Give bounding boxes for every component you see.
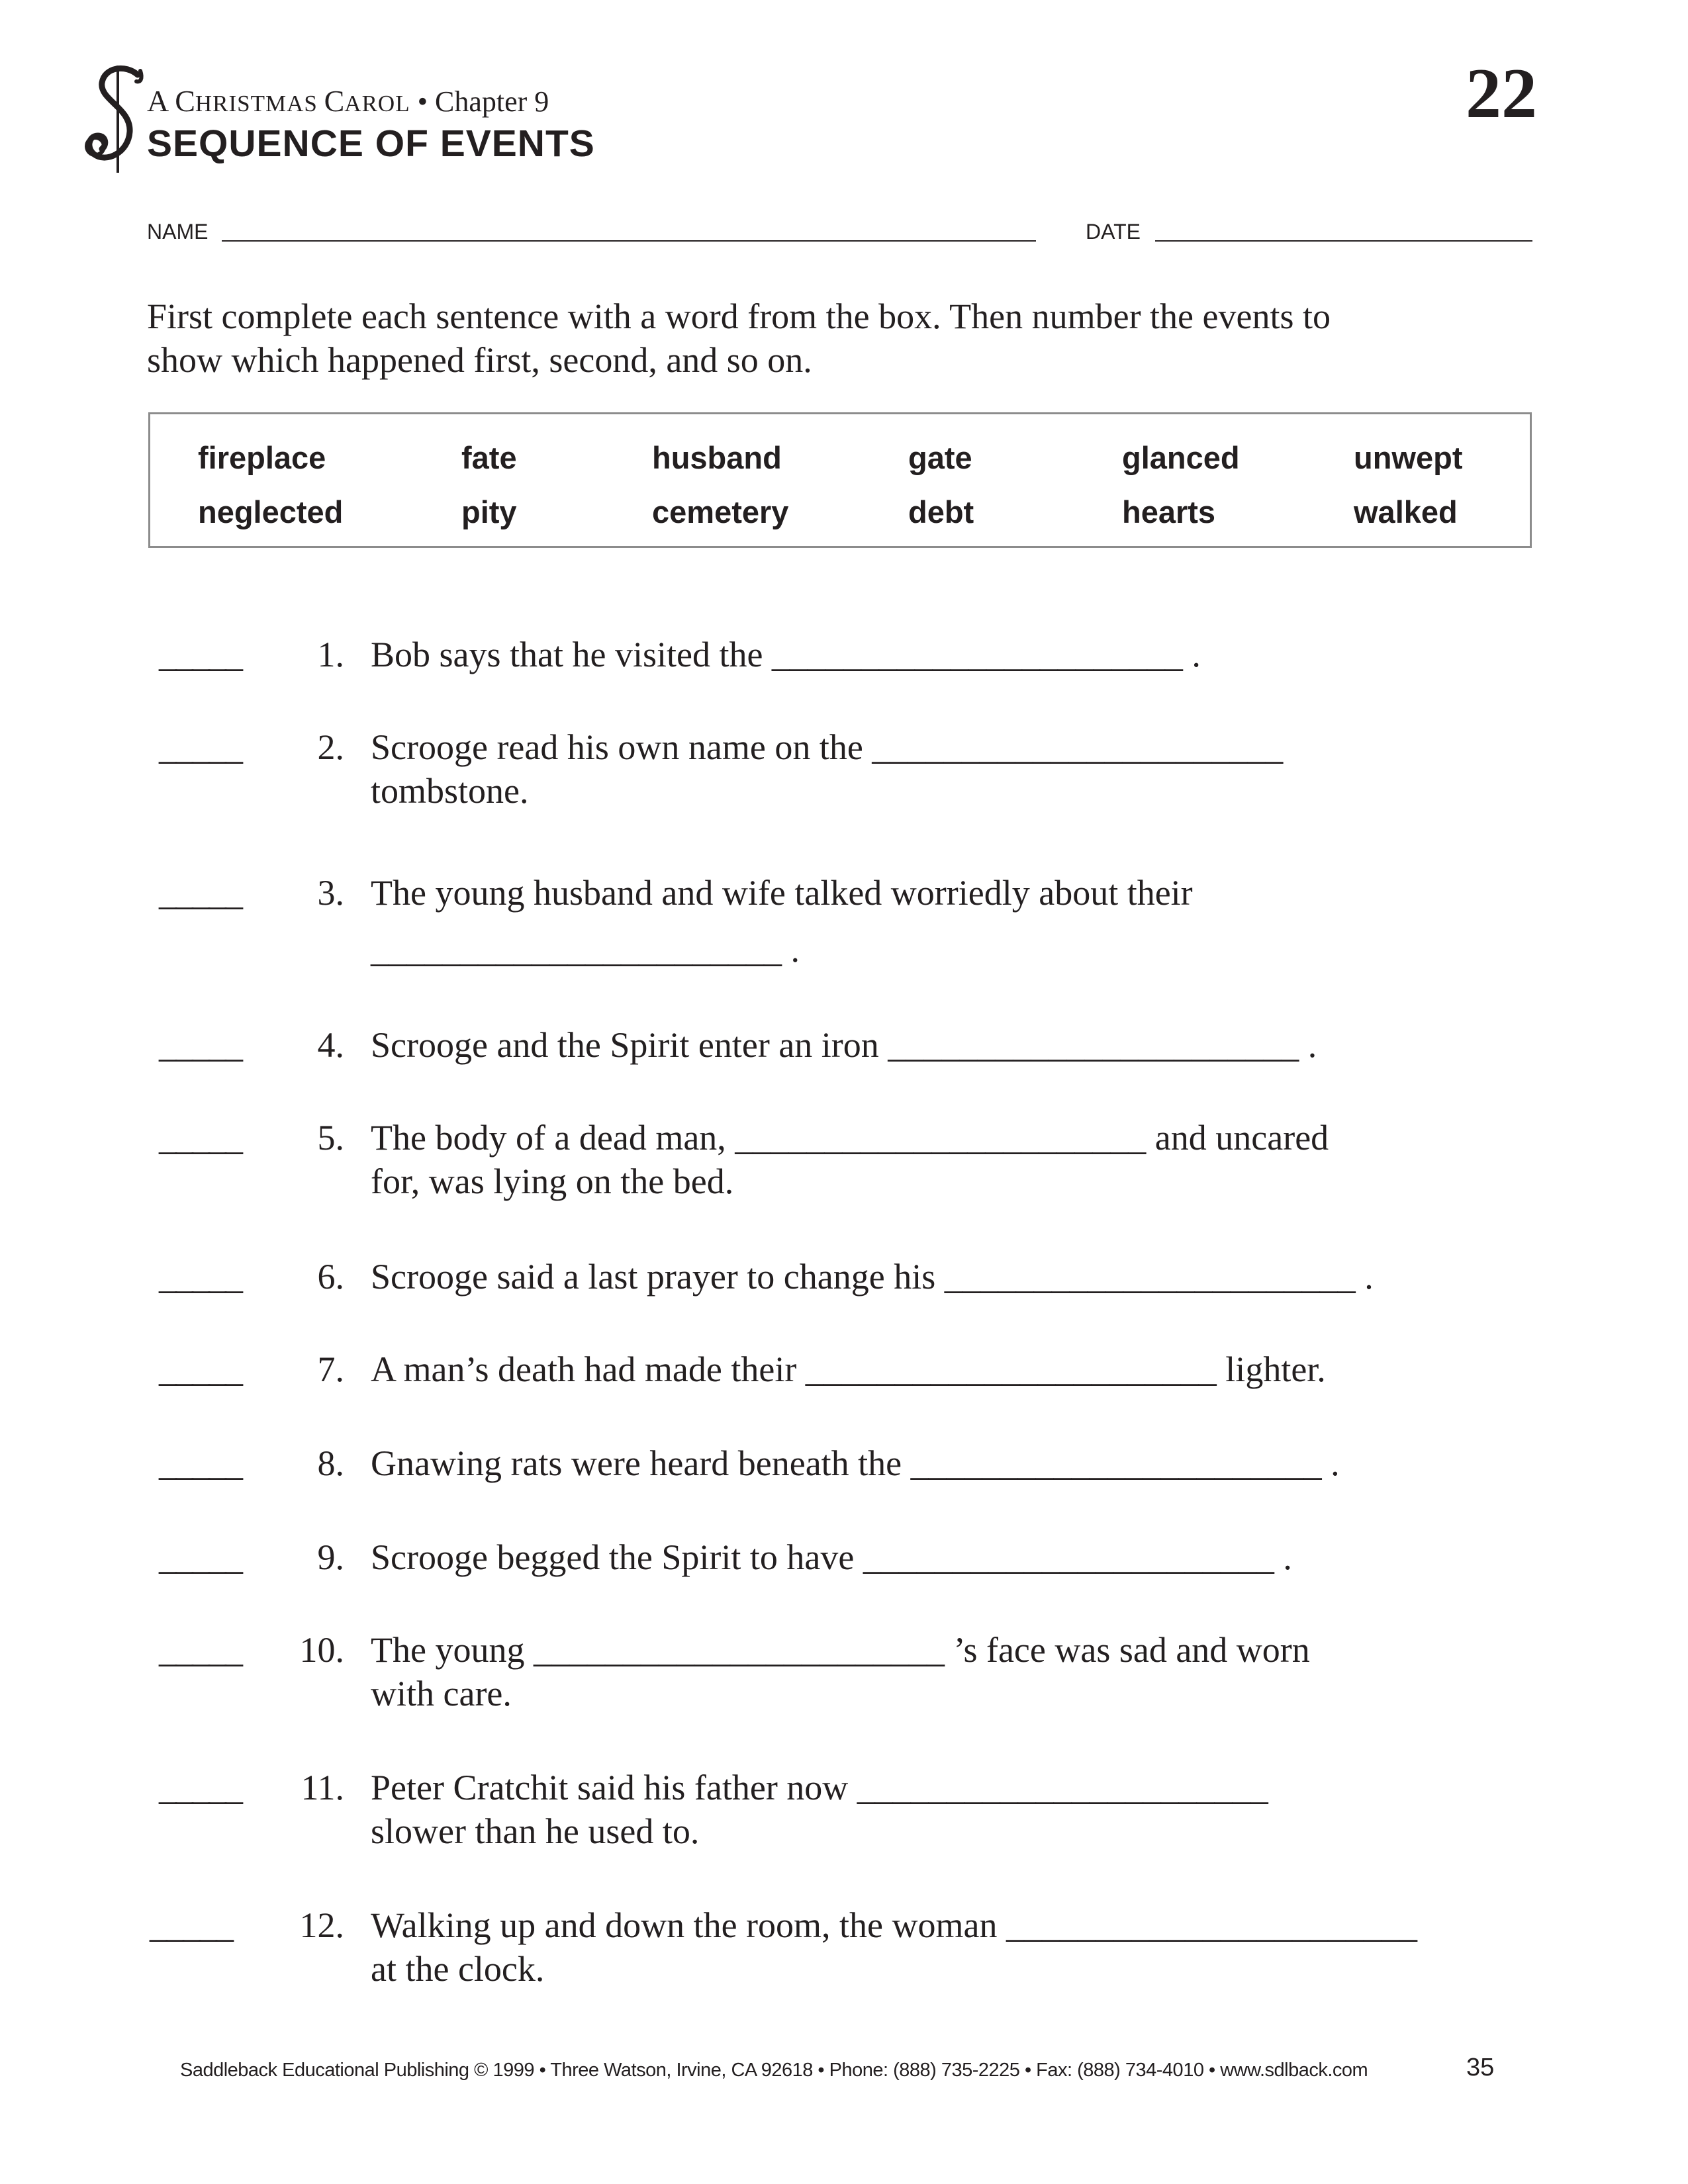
sequence-number-blank[interactable]: _____: [159, 873, 242, 913]
item-text: Scrooge said a last prayer to change his _______________________ .: [371, 1257, 1374, 1297]
sequence-number-blank[interactable]: _____: [159, 1025, 242, 1065]
item-text: The young husband and wife talked worriedly about their: [371, 873, 1193, 913]
item-text: Gnawing rats were heard beneath the _______________________ .: [371, 1443, 1340, 1483]
word-box: [148, 412, 1532, 548]
item-number: 12.: [299, 1905, 344, 1945]
sequence-number-blank[interactable]: _____: [159, 1768, 242, 1807]
item-number: 9.: [317, 1537, 344, 1577]
item-text: Bob says that he visited the _______________________ .: [371, 635, 1201, 674]
sequence-number-blank[interactable]: _____: [159, 1630, 242, 1670]
word-box-word: cemetery: [652, 494, 789, 529]
item-number: 1.: [317, 635, 344, 674]
word-box-word: glanced: [1122, 440, 1240, 475]
sequence-number-blank[interactable]: _____: [159, 727, 242, 767]
sequence-number-blank[interactable]: _____: [150, 1905, 232, 1945]
item-number: 2.: [317, 727, 344, 767]
publisher-footer: Saddleback Educational Publishing © 1999 • Three Watson, Irvine, CA 92618 • Phone: (888) 735-2225 • Fax: (888) 734-4010 • www.sdlback.com: [180, 2060, 1368, 2081]
word-box-word: gate: [908, 440, 972, 475]
name-label: NAME: [147, 220, 209, 244]
item-number: 8.: [317, 1443, 344, 1483]
sequence-number-blank[interactable]: _____: [159, 635, 242, 674]
name-field[interactable]: [222, 240, 1036, 242]
word-box-word: pity: [461, 494, 517, 529]
item-text: The young _______________________ ’s face was sad and worn with care.: [371, 1630, 1310, 1713]
item-text: Scrooge read his own name on the _______________________ tombstone.: [371, 727, 1284, 811]
word-box-word: debt: [908, 494, 974, 529]
item-number: 5.: [317, 1118, 344, 1158]
saddleback-s-logo-icon: [79, 63, 152, 175]
item-number: 10.: [299, 1630, 344, 1670]
sequence-number-blank[interactable]: _____: [159, 1118, 242, 1158]
sequence-number-blank[interactable]: _____: [159, 1257, 242, 1297]
word-box-word: neglected: [198, 494, 344, 529]
item-number: 6.: [317, 1257, 344, 1297]
item-text: Peter Cratchit said his father now _______________________ slower than he used to.: [371, 1768, 1268, 1851]
sequence-number-blank[interactable]: _____: [159, 1443, 242, 1483]
word-box-word: hearts: [1122, 494, 1216, 529]
item-number: 3.: [317, 873, 344, 913]
footer-page-number: 35: [1466, 2054, 1495, 2081]
item-text: Scrooge begged the Spirit to have _______________________ .: [371, 1537, 1292, 1577]
book-title: A CHRISTMAS CAROL • Chapter 9: [147, 84, 549, 118]
item-text: _______________________ .: [371, 930, 800, 970]
word-box-word: unwept: [1354, 440, 1463, 475]
word-box-word: husband: [652, 440, 782, 475]
item-number: 4.: [317, 1025, 344, 1065]
instructions: First complete each sentence with a word from the box. Then number the events to show which happened first, second, and so on.: [147, 296, 1331, 380]
item-text: Scrooge and the Spirit enter an iron _______________________ .: [371, 1025, 1317, 1065]
word-box-word: fireplace: [198, 440, 326, 475]
worksheet-number: 22: [1466, 54, 1537, 133]
worksheet-title: SEQUENCE OF EVENTS: [147, 122, 595, 165]
item-number: 7.: [317, 1349, 344, 1389]
item-text: The body of a dead man, _______________________ and uncared for, was lying on the bed.: [371, 1118, 1329, 1201]
item-text: Walking up and down the room, the woman _______________________ at the clock.: [371, 1905, 1417, 1989]
date-label: DATE: [1086, 220, 1141, 244]
word-box-word: fate: [461, 440, 517, 475]
sequence-number-blank[interactable]: _____: [159, 1349, 242, 1389]
chapter-label: Chapter 9: [434, 85, 549, 118]
item-text: A man’s death had made their _______________________ lighter.: [371, 1349, 1326, 1389]
date-field[interactable]: [1155, 240, 1532, 242]
item-number: 11.: [301, 1768, 344, 1807]
word-box-word: walked: [1354, 494, 1458, 529]
sequence-number-blank[interactable]: _____: [159, 1537, 242, 1577]
